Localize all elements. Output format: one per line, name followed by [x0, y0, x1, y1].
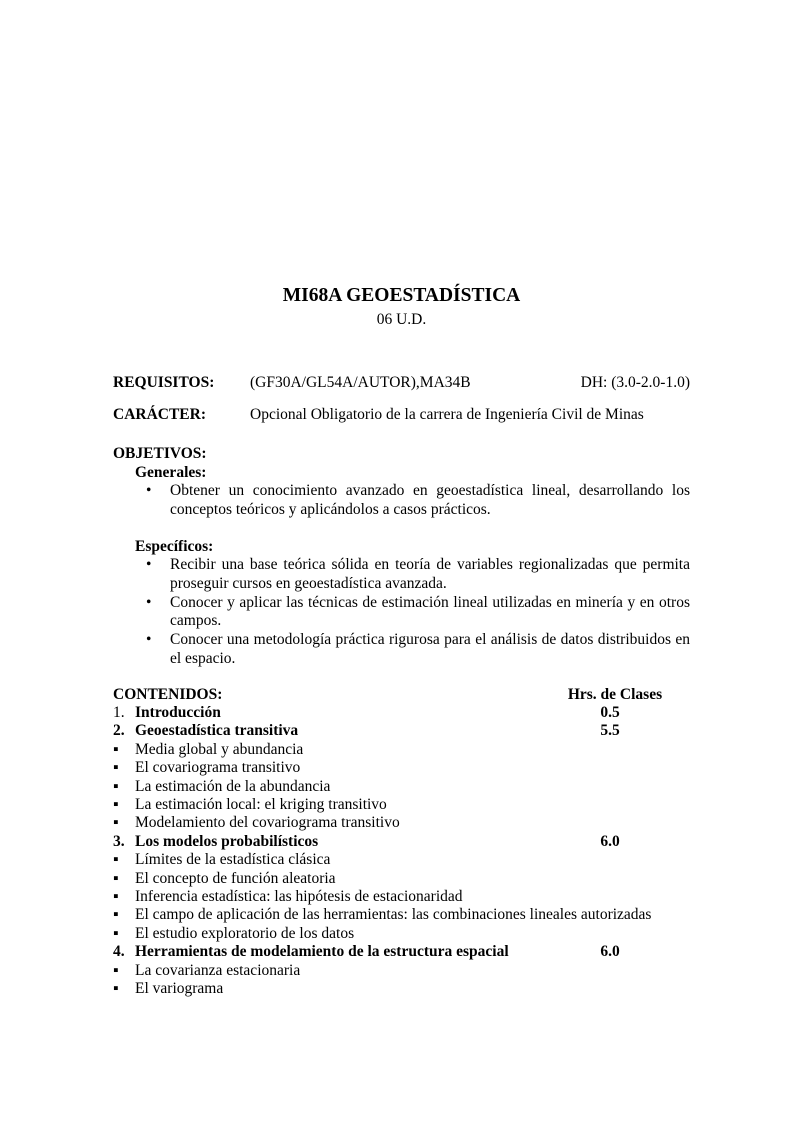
item-marker: 1. — [113, 703, 125, 721]
contents-item-row — [113, 704, 690, 722]
contents-item-row — [113, 980, 690, 998]
objetivo-text: Recibir una base teórica sólida en teoría de variables regionalizadas que permita proseguir cursos en geoestadística avanzada. — [170, 556, 690, 593]
item-marker: ▪ — [113, 888, 119, 906]
contents-item-row — [113, 759, 690, 777]
item-title: Introducción — [135, 703, 221, 721]
objetivo-general-item — [146, 482, 690, 519]
item-title: Inferencia estadística: las hipótesis de estacionaridad — [135, 888, 463, 906]
contents-item-row — [113, 814, 690, 832]
item-hours: 5.5 — [600, 722, 620, 740]
contenidos-section — [113, 686, 690, 999]
item-hours: 6.0 — [600, 832, 620, 850]
item-marker: ▪ — [113, 759, 119, 777]
contents-item-row — [113, 888, 690, 906]
caracter-label: CARÁCTER: — [113, 405, 206, 423]
item-marker: ▪ — [113, 906, 119, 924]
item-marker: ▪ — [113, 777, 119, 795]
bullet-icon: • — [146, 593, 152, 611]
item-title: La estimación de la abundancia — [135, 777, 331, 795]
item-marker: ▪ — [113, 961, 119, 979]
course-title: MI68A GEOESTADÍSTICA — [282, 285, 521, 306]
objetivo-especifico-item — [146, 631, 690, 668]
item-title: El covariograma transitivo — [135, 759, 301, 777]
item-marker: ▪ — [113, 796, 119, 813]
item-hours: 0.5 — [600, 703, 620, 721]
item-title: Geoestadística transitiva — [135, 722, 299, 740]
item-marker: 4. — [113, 943, 125, 961]
hours-column-header: Hrs. de Clases — [567, 685, 663, 703]
item-title: Modelamiento del covariograma transitivo — [135, 814, 400, 832]
bullet-icon: • — [146, 556, 152, 574]
contents-item-row — [113, 906, 690, 924]
item-title: Los modelos probabilísticos — [135, 832, 319, 850]
item-title: Herramientas de modelamiento de la estructura espacial — [135, 943, 509, 961]
item-marker: 2. — [113, 722, 125, 740]
caracter-row — [113, 406, 690, 424]
item-title: Media global y abundancia — [135, 740, 304, 758]
objetivo-text: Obtener un conocimiento avanzado en geoestadística lineal, desarrollando los conceptos teóricos y aplicándolos a casos prácticos. — [170, 482, 690, 518]
course-info — [113, 374, 690, 424]
contents-item-row — [113, 778, 690, 796]
item-marker: ▪ — [113, 980, 119, 998]
contenidos-header-row — [113, 686, 690, 704]
item-title: El concepto de función aleatoria — [135, 869, 336, 887]
objetivos-heading: OBJETIVOS: — [113, 445, 207, 463]
contents-item-row — [113, 925, 690, 943]
contents-item-row — [113, 962, 690, 980]
item-hours: 6.0 — [600, 943, 620, 961]
generales-heading: Generales: — [135, 463, 207, 481]
contents-item-row — [113, 722, 690, 740]
objetivo-especifico-item — [146, 556, 690, 593]
contents-item-row — [113, 870, 690, 888]
contents-item-row — [113, 796, 690, 814]
course-credits: 06 U.D. — [376, 311, 427, 328]
contents-item-row — [113, 851, 690, 869]
item-marker: 3. — [113, 832, 125, 850]
objetivo-text: Conocer una metodología práctica rigurosa para el análisis de datos distribuidos en el espacio. — [170, 631, 690, 667]
item-marker: ▪ — [113, 814, 119, 832]
objetivo-especifico-item — [146, 594, 690, 631]
item-marker: ▪ — [113, 851, 119, 869]
item-title: Límites de la estadística clásica — [135, 851, 331, 869]
especificos-heading: Específicos: — [135, 537, 214, 555]
dh-value: DH: (3.0-2.0-1.0) — [580, 374, 690, 392]
item-title: El campo de aplicación de las herramientas: las combinaciones lineales autorizadas — [135, 906, 652, 924]
contents-item-row — [113, 833, 690, 851]
item-marker: ▪ — [113, 740, 119, 758]
item-marker: ▪ — [113, 924, 119, 942]
requisitos-value: (GF30A/GL54A/AUTOR),MA34B — [250, 374, 471, 392]
objetivo-text: Conocer y aplicar las técnicas de estimación lineal utilizadas en minería y en otros campos. — [170, 593, 690, 630]
requisitos-label: REQUISITOS: — [113, 374, 215, 392]
requisitos-row — [113, 374, 690, 392]
bullet-icon: • — [146, 482, 152, 500]
caracter-value: Opcional Obligatorio de la carrera de Ingeniería Civil de Minas — [250, 405, 644, 423]
contents-item-row — [113, 741, 690, 759]
item-marker: ▪ — [113, 869, 119, 887]
contenidos-heading: CONTENIDOS: — [113, 685, 223, 703]
item-title: La covarianza estacionaria — [135, 961, 301, 979]
item-title: El estudio exploratorio de los datos — [135, 924, 355, 942]
contents-item-row — [113, 943, 690, 961]
bullet-icon: • — [146, 631, 152, 649]
item-title: La estimación local: el kriging transitivo — [135, 796, 387, 813]
objetivos-section — [113, 445, 690, 668]
item-title: El variograma — [135, 980, 224, 998]
